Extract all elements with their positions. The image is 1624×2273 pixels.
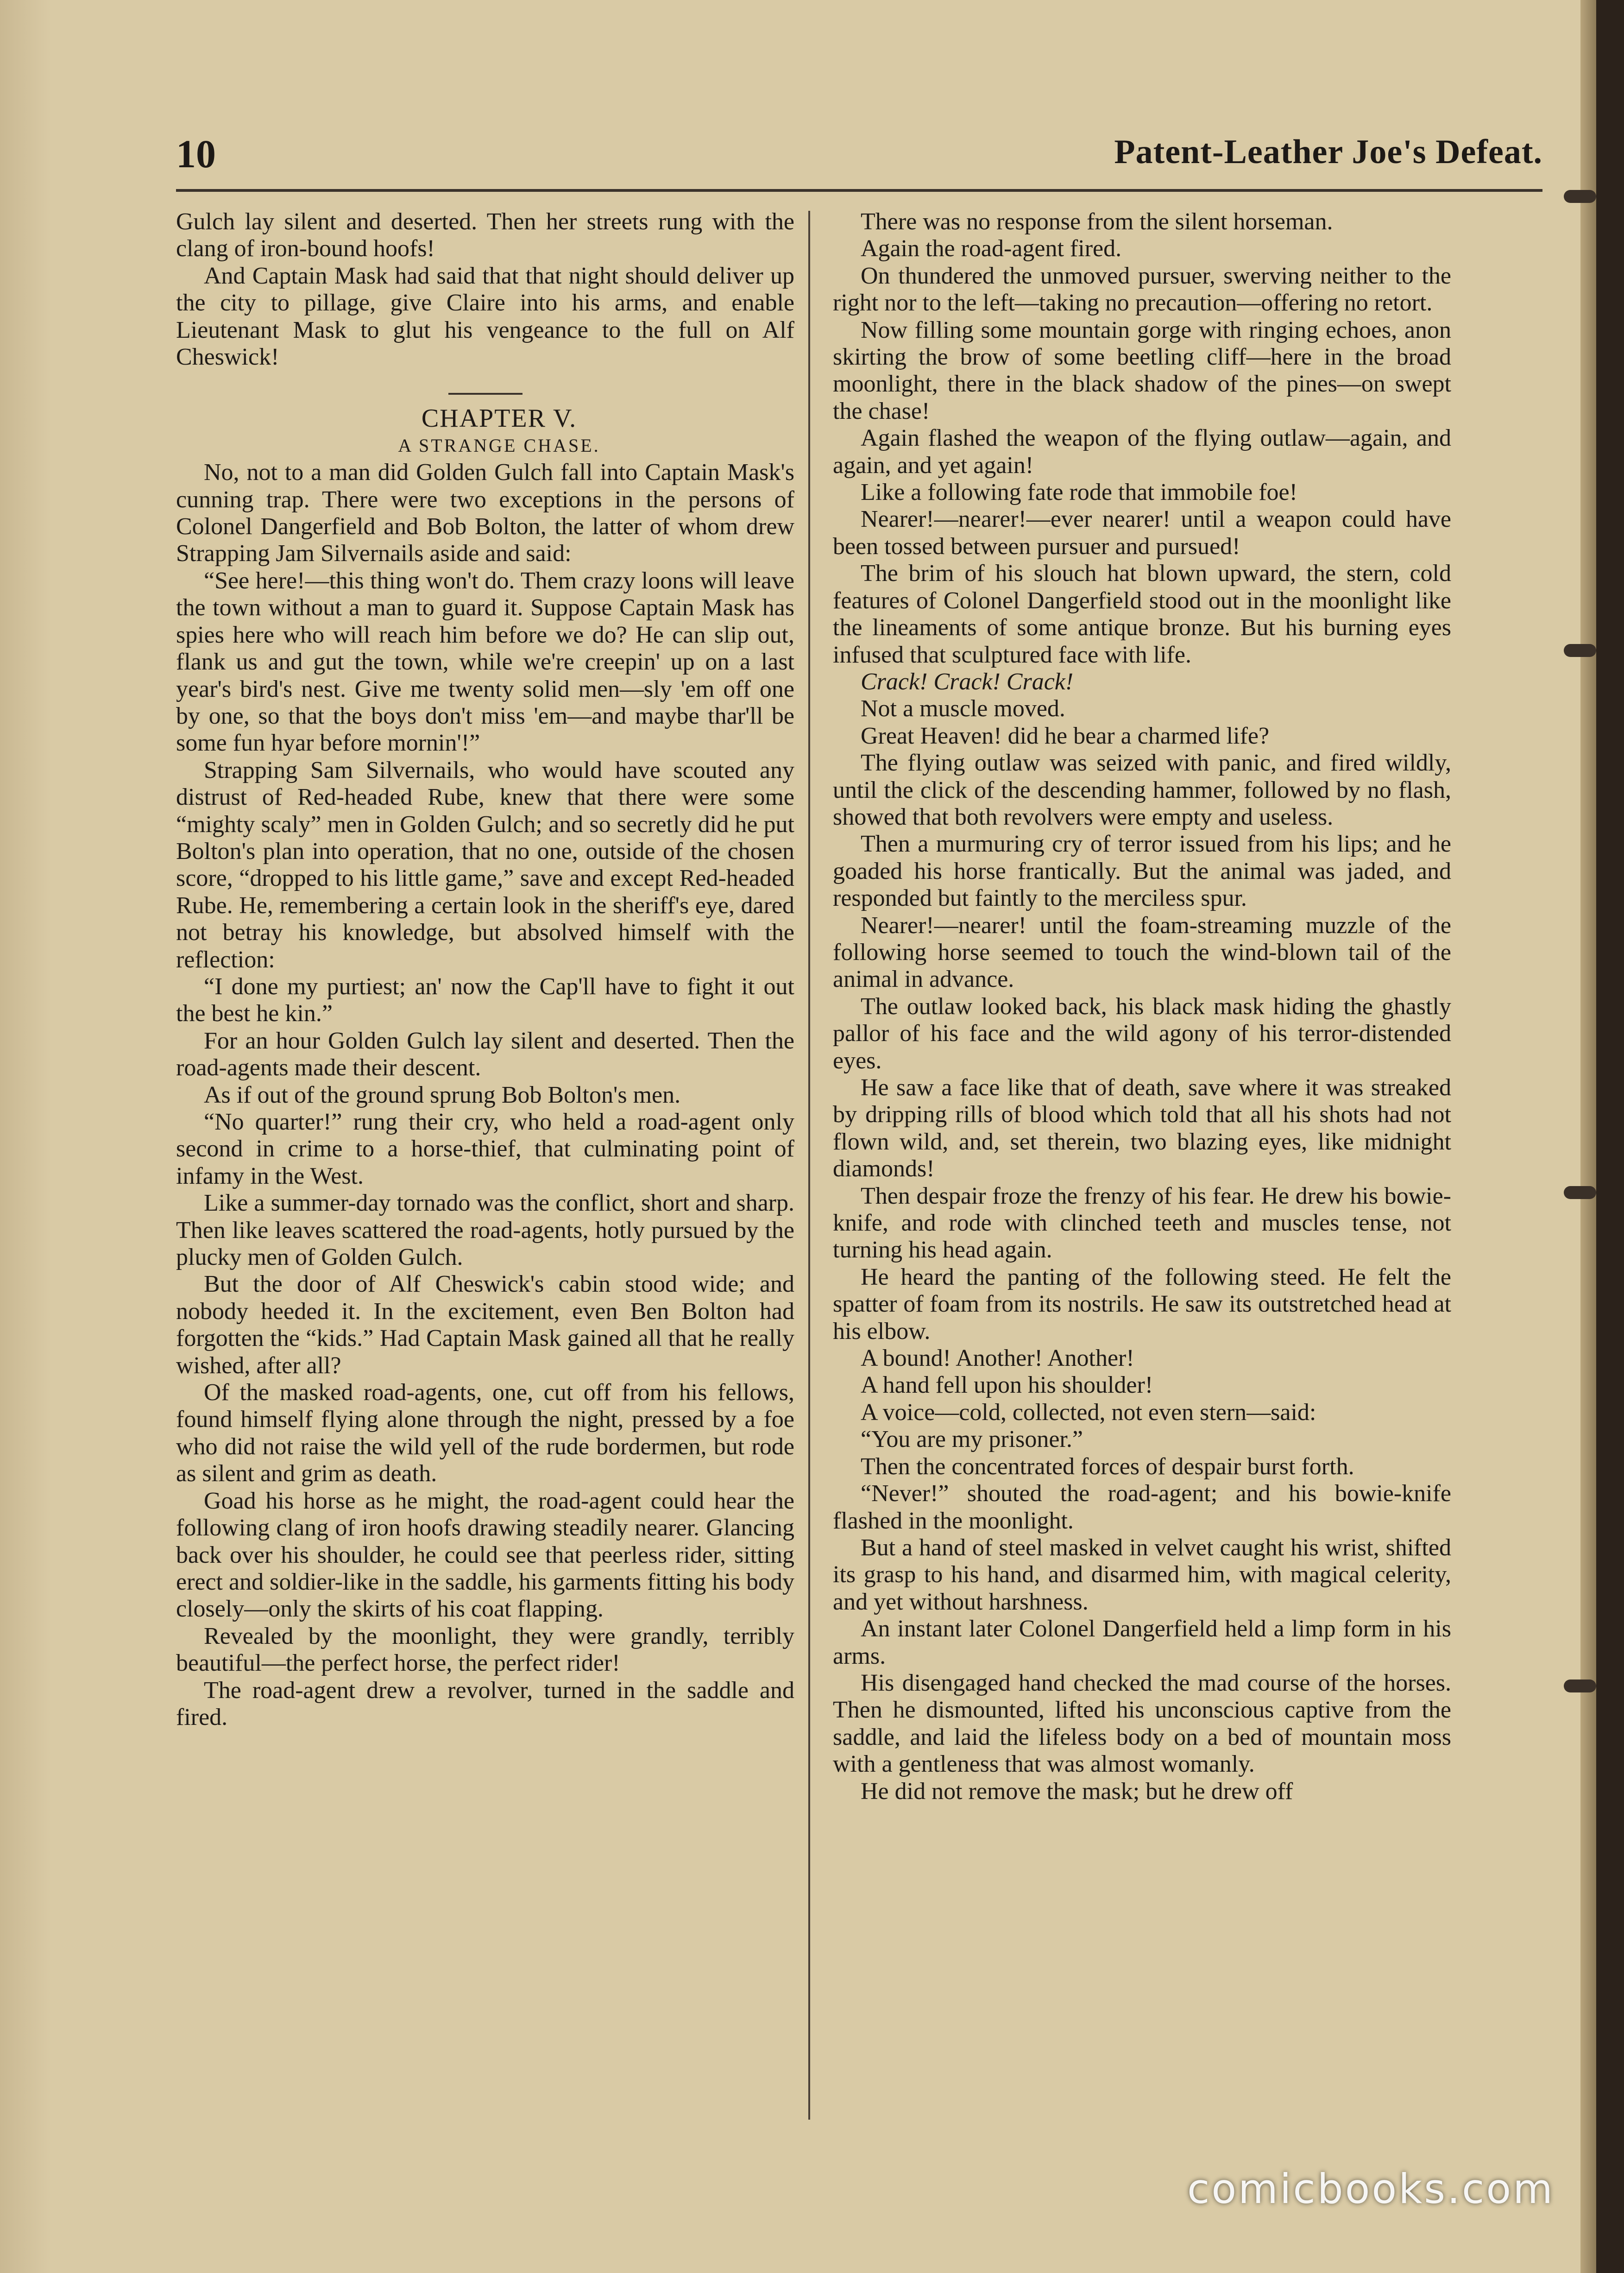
binding-staple [1564, 1186, 1596, 1199]
left-column [176, 208, 794, 1731]
paragraph: There was no response from the silent horseman. [861, 208, 1333, 235]
paragraph: “Never!” shouted the road-agent; and his bowie-knife flashed in the moonlight. [833, 1480, 1451, 1534]
paragraph: Like a summer-day tornado was the conflict, short and sharp. Then like leaves scattered the road-agents, hotly pursued by the plucky men of Golden Gulch. [176, 1190, 794, 1271]
paragraph: And Captain Mask had said that that night should deliver up the city to pillage, give Claire into his arms, and enable Lieutenant Mask to glut his vengeance to the full on Alf Cheswick! [176, 262, 794, 371]
paragraph: Then a murmuring cry of terror issued from his lips; and he goaded his horse frantically. But the animal was jaded, and responded but faintly to the merciless spur. [833, 831, 1451, 912]
header-rule [176, 189, 1542, 192]
paragraph: Not a muscle moved. [861, 695, 1065, 722]
page-header [176, 131, 1542, 186]
right-column [833, 208, 1451, 1805]
paragraph: Then the concentrated forces of despair burst forth. [861, 1453, 1354, 1480]
paragraph: Nearer!—nearer! until the foam-streaming muzzle of the following horse seemed to touch the wind-blown tail of the animal in advance. [833, 912, 1451, 993]
binding-staple [1564, 644, 1596, 657]
paragraph: Now filling some mountain gorge with ringing echoes, anon skirting the brow of some beetling cliff—here in the broad moonlight, there in the black shadow of the pines—on swept the chase! [833, 316, 1451, 424]
paragraph: Strapping Sam Silvernails, who would have scouted any distrust of Red-headed Rube, knew that there were some “mighty scaly” men in Golden Gulch; and so secretly did he put Bolton's plan into operation, that no one, outside of the chosen score, “dropped to his little game,” save and except Red-headed Rube. He, remembering a certain look in the sheriff's eye, dared not betray his knowledge, but absolved himself with the reflection: [176, 757, 794, 973]
paragraph: The road-agent drew a revolver, turned in the saddle and fired. [176, 1677, 794, 1730]
paragraph: As if out of the ground sprung Bob Bolton's men. [204, 1081, 681, 1108]
paragraph: He saw a face like that of death, save where it was streaked by dripping rills of blood which told that all his shots had not flown wild, and, set therein, two blazing eyes, like midnight diamonds! [833, 1074, 1451, 1182]
binding-staple [1564, 190, 1596, 203]
paragraph: Like a following fate rode that immobile foe! [861, 479, 1297, 506]
paragraph: His disengaged hand checked the mad course of the horses. Then he dismounted, lifted his unconscious captive from the saddle, and laid the lifeless body on a bed of mountain moss with a gentleness that was almost womanly. [833, 1669, 1451, 1778]
page-left-edge [0, 0, 51, 2273]
paragraph: The outlaw looked back, his black mask hiding the ghastly pallor of his face and the wild agony of his terror-distended eyes. [833, 993, 1451, 1074]
paragraph-italic: Crack! Crack! Crack! [861, 668, 1074, 695]
paragraph: “I done my purtiest; an' now the Cap'll have to fight it out the best he kin.” [176, 973, 794, 1027]
paragraph: For an hour Golden Gulch lay silent and deserted. Then the road-agents made their descent. [176, 1027, 794, 1081]
page-number: 10 [176, 132, 216, 176]
site-watermark: comicbooks.com [1187, 2165, 1555, 2213]
paragraph: But the door of Alf Cheswick's cabin stood wide; and nobody heeded it. In the excitement, even Ben Bolton had forgotten the “kids.” Had Captain Mask gained all that he really wished, after all? [176, 1271, 794, 1379]
paragraph: Again flashed the weapon of the flying outlaw—again, and again, and yet again! [833, 425, 1451, 479]
paragraph: Nearer!—nearer!—ever nearer! until a weapon could have been tossed between pursuer and pursued! [833, 506, 1451, 560]
paragraph: A voice—cold, collected, not even stern—said: [861, 1399, 1316, 1426]
column-divider [808, 211, 810, 2120]
paragraph: Goad his horse as he might, the road-agent could hear the following clang of iron hoofs drawing steadily nearer. Glancing back over his shoulder, he could see that peerless rider, sitting erect and soldier-like in the saddle, his garments fitting his body closely—only the skirts of his coat flapping. [176, 1487, 794, 1623]
paragraph: Revealed by the moonlight, they were grandly, terribly beautiful—the perfect horse, the perfect rider! [176, 1623, 794, 1677]
paragraph: Again the road-agent fired. [861, 235, 1122, 262]
paragraph: He heard the panting of the following steed. He felt the spatter of foam from its nostrils. He saw its outstretched head at his elbow. [833, 1263, 1451, 1345]
chapter-title: CHAPTER V. [421, 404, 577, 433]
paragraph: Of the masked road-agents, one, cut off from his fellows, found himself flying alone through the night, pressed by a foe who did not raise the wild yell of the rude bordermen, but rode as silent and grim as death. [176, 1379, 794, 1487]
paragraph: Then despair froze the frenzy of his fear. He drew his bowie-knife, and rode with clinched teeth and muscles tense, not turning his head again. [833, 1182, 1451, 1263]
paragraph: A hand fell upon his shoulder! [861, 1372, 1153, 1399]
binding-staple [1564, 1679, 1596, 1692]
running-title: Patent-Leather Joe's Defeat. [1114, 133, 1542, 171]
paragraph: “See here!—this thing won't do. Them crazy loons will leave the town without a man to guard it. Suppose Captain Mask has spies here who will reach him before we do? He can slip out, flank us and gut the town, while we're creepin' up on a last year's bird's nest. Give me twenty solid men—sly 'em off one by one, so that the boys don't miss 'em—and maybe thar'll be some fun hyar before mornin'!” [176, 567, 794, 757]
paragraph: The brim of his slouch hat blown upward, the stern, cold features of Colonel Dangerfield stood out in the moonlight like the lineaments of some antique bronze. But his burning eyes infused that sculptured face with life. [833, 560, 1451, 668]
paragraph: “You are my prisoner.” [861, 1426, 1083, 1453]
paragraph: “No quarter!” rung their cry, who held a road-agent only second in crime to a horse-thief, that culminating point of infamy in the West. [176, 1109, 794, 1189]
paragraph: He did not remove the mask; but he drew off [861, 1778, 1293, 1805]
paragraph: A bound! Another! Another! [861, 1345, 1134, 1372]
chapter-subtitle: A STRANGE CHASE. [398, 435, 600, 456]
binding-gutter [1580, 0, 1596, 2273]
paragraph: Great Heaven! did he bear a charmed life? [861, 722, 1270, 749]
paragraph: No, not to a man did Golden Gulch fall into Captain Mask's cunning trap. There were two exceptions in the persons of Colonel Dangerfield and Bob Bolton, the latter of whom drew Strapping Jam Silvernails aside and said: [176, 459, 794, 567]
paragraph: An instant later Colonel Dangerfield held a limp form in his arms. [833, 1616, 1451, 1669]
paragraph: Gulch lay silent and deserted. Then her streets rung with the clang of iron-bound hoofs! [176, 208, 794, 262]
paragraph: On thundered the unmoved pursuer, swerving neither to the right nor to the left—taking no precaution—offering no retort. [833, 262, 1451, 316]
paragraph: The flying outlaw was seized with panic, and fired wildly, until the click of the descending hammer, followed by no flash, showed that both revolvers were empty and useless. [833, 750, 1451, 830]
scan-border [1596, 0, 1624, 2273]
paragraph: But a hand of steel masked in velvet caught his wrist, shifted its grasp to his hand, and disarmed him, with magical celerity, and yet without harshness. [833, 1534, 1451, 1615]
chapter-divider [448, 393, 522, 395]
